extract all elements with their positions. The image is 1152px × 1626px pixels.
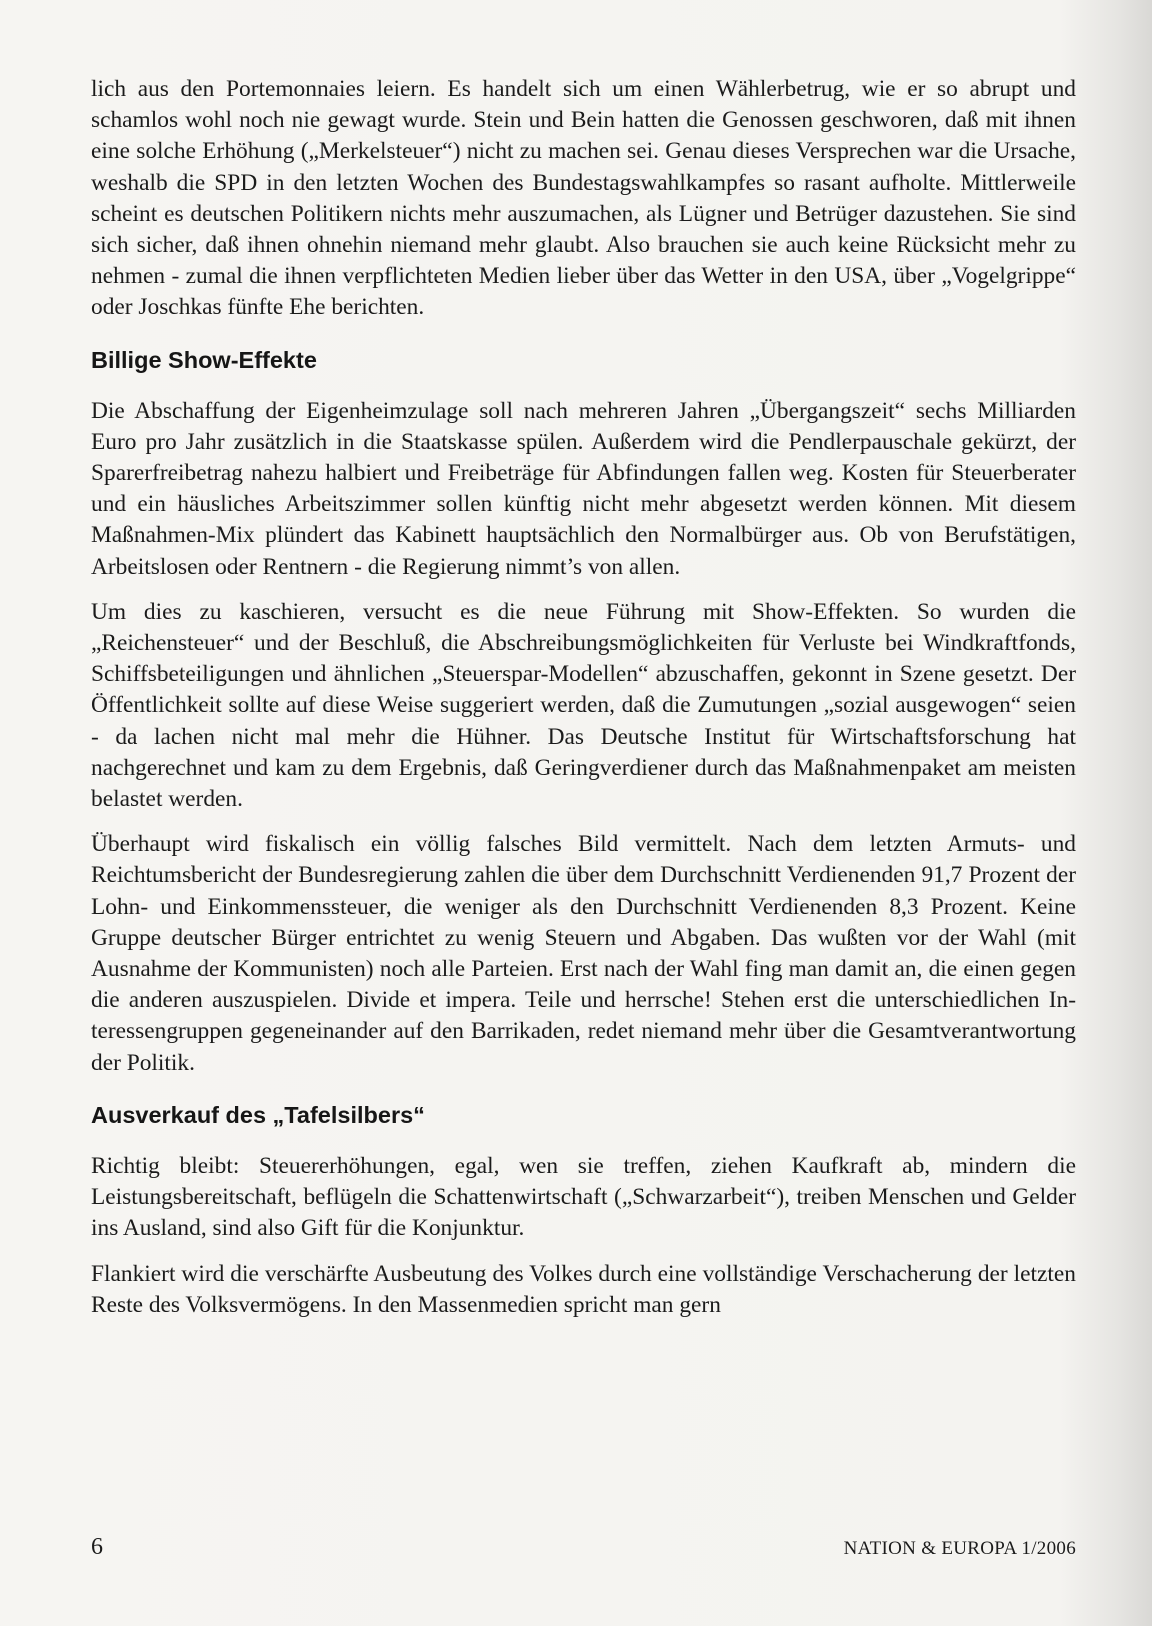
page-number: 6 [91, 1534, 103, 1560]
page-footer [91, 1534, 1076, 1566]
section1-paragraph-1: Die Abschaffung der Eigenheimzulage soll nach mehreren Jahren „Übergangszeit“ sechs Milliarden Euro pro Jahr zusätzlich in die Staatskasse spülen. Außerdem wird die Pendlerpauschale gekürzt, der Sparerfreibetrag nahezu halbiert und Freibeträge für Abfindungen fallen weg. Kosten für Steuerberater und ein häusliches Arbeitszimmer sollen künftig nicht mehr abgesetzt werden können. Mit diesem Maßnahmen-Mix plündert das Kabinett hauptsächlich den Normalbürger aus. Ob von Berufstätigen, Arbeitslosen oder Rentnern - die Regierung nimmt’s von allen. [91, 397, 1076, 580]
section2-paragraph-1: Richtig bleibt: Steuererhöhungen, egal, wen sie treffen, ziehen Kaufkraft ab, mindern die Leistungsbereitschaft, beflügeln die Schattenwirtschaft („Schwarzarbeit“), treiben Menschen und Gelder ins Ausland, sind also Gift für die Konjunktur. [91, 1152, 1076, 1242]
intro-paragraph: lich aus den Portemonnaies leiern. Es handelt sich um einen Wählerbetrug, wie er so abrupt und schamlos wohl noch nie gewagt wurde. Stein und Bein hatten die Genossen geschworen, daß mit ihnen eine solche Erhöhung („Merkelsteuer“) nicht zu machen sei. Genau dieses Versprechen war die Ursache, weshalb die SPD in den letzten Wochen des Bundestagswahlkampfes so rasant aufholte. Mittlerweile scheint es deutschen Politikern nichts mehr auszumachen, als Lügner und Betrüger dazustehen. Sie sind sich sicher, daß ihnen ohnehin niemand mehr glaubt. Also brauchen sie auch keine Rücksicht mehr zu nehmen - zumal die ihnen verpflichteten Medien lieber über das Wetter in den USA, über „Vogelgrippe“ oder Joschkas fünfte Ehe berichten. [91, 76, 1076, 321]
section-heading-billige-show-effekte: Billige Show-Effekte [91, 346, 317, 373]
section2-paragraph-2: Flankiert wird die verschärfte Ausbeutung des Volkes durch eine vollständige Verschacherung der letzten Reste des Volksvermögens. In den Massenmedien spricht man gern [91, 1260, 1076, 1318]
section1-paragraph-2: Um dies zu kaschieren, versucht es die neue Führung mit Show-Effekten. So wurden die „Reichensteuer“ und der Beschluß, die Abschreibungsmöglichkeiten für Verluste bei Windkraftfonds, Schiffsbeteiligungen und ähnlichen „Steuerspar-Modellen“ abzuschaffen, gekonnt in Szene gesetzt. Der Öffentlichkeit sollte auf diese Weise suggeriert werden, daß die Zumutungen „sozial ausgewogen“ seien - da lachen nicht mal mehr die Hühner. Das Deutsche Institut für Wirtschaftsforschung hat nachgerechnet und kam zu dem Ergebnis, daß Geringverdiener durch das Maßnahmenpaket am meisten belastet werden. [91, 598, 1076, 813]
article-body [91, 74, 1076, 1321]
journal-issue: NATION & EUROPA 1/2006 [843, 1538, 1076, 1559]
section-heading-ausverkauf: Ausverkauf des „Tafelsilbers“ [91, 1101, 425, 1128]
section1-paragraph-3: Überhaupt wird fiskalisch ein völlig falsches Bild vermittelt. Nach dem letzten Armuts- und Reichtumsbericht der Bundesregierung zahlen die über dem Durchschnitt Verdienenden 91,7 Prozent der Lohn- und Einkommenssteuer, die weniger als den Durchschnitt Verdienenden 8,3 Prozent. Keine Gruppe deutscher Bürger entrichtet zu wenig Steuern und Abgaben. Das wußten vor der Wahl (mit Ausnahme der Kommunisten) noch alle Parteien. Erst nach der Wahl fing man damit an, die einen gegen die anderen auszuspielen. Divide et impera. Teile und herrsche! Stehen erst die unterschiedlichen Interessengruppen gegeneinander auf den Barrikaden, redet niemand mehr über die Gesamtverantwortung der Politik. [91, 831, 1076, 1076]
